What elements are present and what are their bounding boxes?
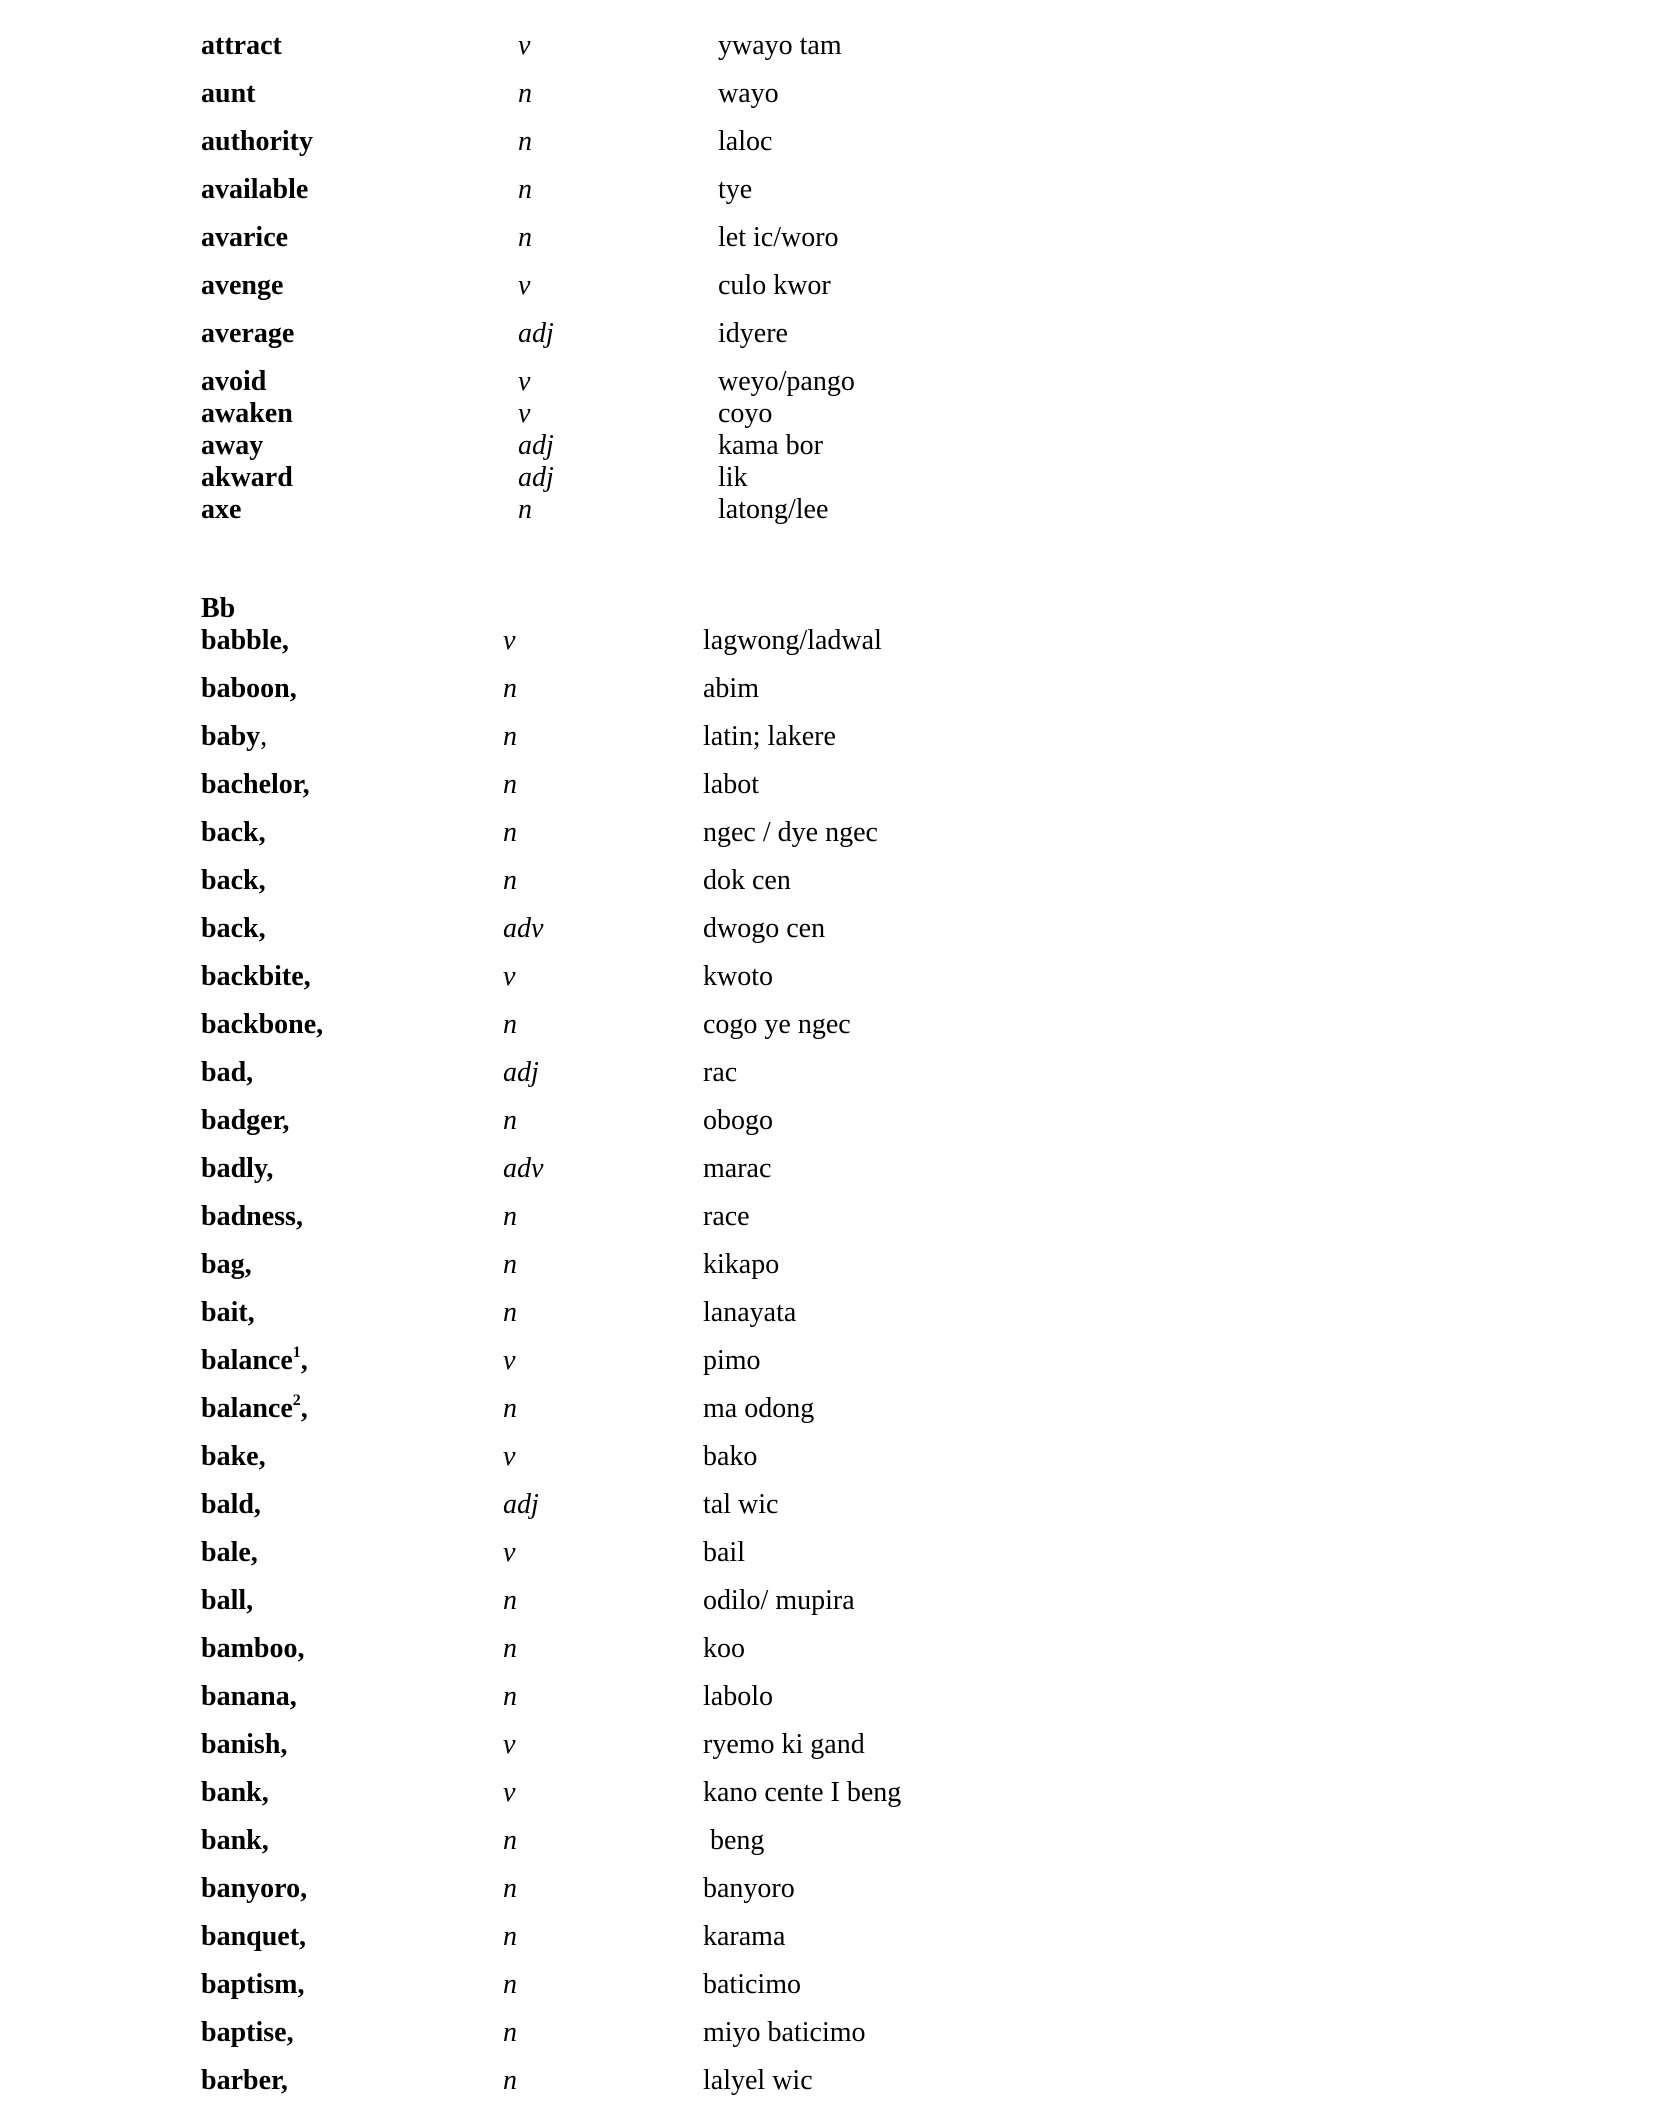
entry-translation: tye (718, 174, 753, 205)
entry-pos: v (503, 1729, 516, 1760)
entry-word: back, (201, 817, 266, 848)
entry-word: avarice (201, 222, 289, 253)
entry-translation: lanayata (703, 1297, 797, 1328)
entry-pos: n (503, 1825, 517, 1856)
entry-translation: kikapo (703, 1249, 780, 1280)
entry-translation: bako (703, 1441, 758, 1472)
entry-word: average (201, 318, 295, 349)
entry-translation: kano cente I beng (703, 1777, 902, 1808)
entry-translation: kama bor (718, 430, 823, 461)
entry-translation: baticimo (703, 1969, 801, 2000)
entry-translation: idyere (718, 318, 788, 349)
entry-word: banquet, (201, 1921, 307, 1952)
entry-word: akward (201, 462, 293, 493)
entry-word: barber, (201, 2065, 288, 2096)
entry-translation: abim (703, 673, 759, 704)
entry-translation: lalyel wic (703, 2065, 813, 2096)
entry-word (201, 1392, 308, 1426)
entry-pos: n (503, 865, 517, 896)
entry-pos: n (503, 817, 517, 848)
entry-pos: n (503, 2065, 517, 2096)
entry-translation: tal wic (703, 1489, 779, 1520)
entry-pos: n (503, 1201, 517, 1232)
entry-word: bachelor, (201, 769, 310, 800)
entry-pos: n (503, 1297, 517, 1328)
entry-word-suffix: , (260, 721, 268, 752)
entry-pos: v (518, 398, 531, 429)
entry-pos: n (503, 1105, 517, 1136)
entry-word: backbite, (201, 961, 311, 992)
entry-word: badness, (201, 1201, 303, 1232)
entry-word: baboon, (201, 673, 297, 704)
entry-pos: n (503, 2017, 517, 2048)
entry-pos: adj (518, 318, 554, 349)
entry-pos: n (503, 1969, 517, 2000)
entry-translation: karama (703, 1921, 786, 1952)
entry-pos: v (503, 1345, 516, 1376)
entry-translation: obogo (703, 1105, 773, 1136)
entry-translation: latin; lakere (703, 721, 836, 752)
entry-pos: v (503, 961, 516, 992)
entry-superscript: 2 (292, 1391, 301, 1409)
entry-word: avenge (201, 270, 284, 301)
entry-pos: adj (518, 462, 554, 493)
entry-word: ball, (201, 1585, 254, 1616)
entry-word: bank, (201, 1777, 269, 1808)
entry-pos: v (518, 270, 531, 301)
entry-word: avoid (201, 366, 267, 397)
entry-pos: n (518, 78, 532, 109)
entry-pos: n (518, 174, 532, 205)
entry-word: back, (201, 913, 266, 944)
entry-word: away (201, 430, 264, 461)
entry-pos: n (503, 1585, 517, 1616)
entry-pos: n (503, 673, 517, 704)
entry-word (201, 720, 267, 754)
entry-word: bale, (201, 1537, 258, 1568)
entry-pos: n (518, 222, 532, 253)
entry-word-suffix: , (300, 1393, 308, 1424)
entry-translation: marac (703, 1153, 772, 1184)
entry-word (201, 1344, 308, 1378)
entry-pos: v (503, 1777, 516, 1808)
entry-word: awaken (201, 398, 293, 429)
entry-word: axe (201, 494, 242, 525)
entry-word-text: balance (201, 1393, 293, 1424)
entry-pos: adv (503, 913, 544, 944)
entry-word: back, (201, 865, 266, 896)
entry-pos: n (503, 1393, 517, 1424)
entry-translation: let ic/woro (718, 222, 839, 253)
entry-word: bag, (201, 1249, 252, 1280)
entry-pos: n (503, 1009, 517, 1040)
entry-translation: labot (703, 769, 759, 800)
entry-translation: koo (703, 1633, 745, 1664)
entry-translation: cogo ye ngec (703, 1009, 851, 1040)
entry-translation: miyo baticimo (703, 2017, 866, 2048)
entry-word: bamboo, (201, 1633, 305, 1664)
entry-word: authority (201, 126, 313, 157)
entry-translation: ngec / dye ngec (703, 817, 878, 848)
entry-word: baptise, (201, 2017, 294, 2048)
entry-translation: banyoro (703, 1873, 795, 1904)
entry-pos: adj (503, 1489, 539, 1520)
entry-pos: n (518, 494, 532, 525)
entry-word-text: baby (201, 721, 261, 752)
entry-pos: adv (503, 1153, 544, 1184)
entry-superscript: 1 (292, 1343, 301, 1361)
entry-pos: n (503, 1873, 517, 1904)
entry-pos: n (503, 1633, 517, 1664)
entry-pos: v (503, 1537, 516, 1568)
entry-pos: n (518, 126, 532, 157)
entry-translation: kwoto (703, 961, 773, 992)
entry-pos: n (503, 1249, 517, 1280)
entry-word: banyoro, (201, 1873, 308, 1904)
entry-translation: culo kwor (718, 270, 831, 301)
entry-translation: laloc (718, 126, 773, 157)
entry-translation: pimo (703, 1345, 761, 1376)
entry-word: babble, (201, 625, 289, 656)
entry-word: bald, (201, 1489, 261, 1520)
entry-pos: v (518, 366, 531, 397)
entry-word: banana, (201, 1681, 297, 1712)
entry-pos: adj (518, 430, 554, 461)
entry-pos: n (503, 721, 517, 752)
entry-pos: v (503, 1441, 516, 1472)
entry-translation: wayo (718, 78, 779, 109)
entry-word: bait, (201, 1297, 255, 1328)
entry-translation: bail (703, 1537, 745, 1568)
entry-translation: ryemo ki gand (703, 1729, 865, 1760)
entry-translation: ma odong (703, 1393, 815, 1424)
entry-translation: lik (718, 462, 748, 493)
entry-translation: ywayo tam (718, 30, 842, 61)
entry-word: baptism, (201, 1969, 305, 2000)
entry-word: bank, (201, 1825, 269, 1856)
entry-word: badger, (201, 1105, 290, 1136)
entry-word-suffix: , (300, 1345, 308, 1376)
entry-pos: n (503, 1681, 517, 1712)
entry-word: banish, (201, 1729, 288, 1760)
entry-pos: adj (503, 1057, 539, 1088)
entry-word: bad, (201, 1057, 254, 1088)
entry-pos: v (503, 625, 516, 656)
entry-word: attract (201, 30, 282, 61)
section-heading: Bb (201, 593, 236, 624)
entry-word: backbone, (201, 1009, 324, 1040)
entry-translation: lagwong/ladwal (703, 625, 882, 656)
entry-translation: coyo (718, 398, 773, 429)
entry-word: available (201, 174, 309, 205)
entry-word-text: balance (201, 1345, 293, 1376)
entry-translation: dwogo cen (703, 913, 826, 944)
entry-translation: weyo/pango (718, 366, 855, 397)
entry-translation: rac (703, 1057, 738, 1088)
entry-translation: odilo/ mupira (703, 1585, 855, 1616)
entry-word: bake, (201, 1441, 266, 1472)
entry-translation: dok cen (703, 865, 791, 896)
entry-pos: n (503, 769, 517, 800)
entry-translation: beng (703, 1825, 765, 1856)
entry-translation: labolo (703, 1681, 773, 1712)
entry-translation: race (703, 1201, 750, 1232)
entry-pos: n (503, 1921, 517, 1952)
entry-word: badly, (201, 1153, 274, 1184)
entry-pos: v (518, 30, 531, 61)
entry-translation: latong/lee (718, 494, 829, 525)
entry-word: aunt (201, 78, 256, 109)
